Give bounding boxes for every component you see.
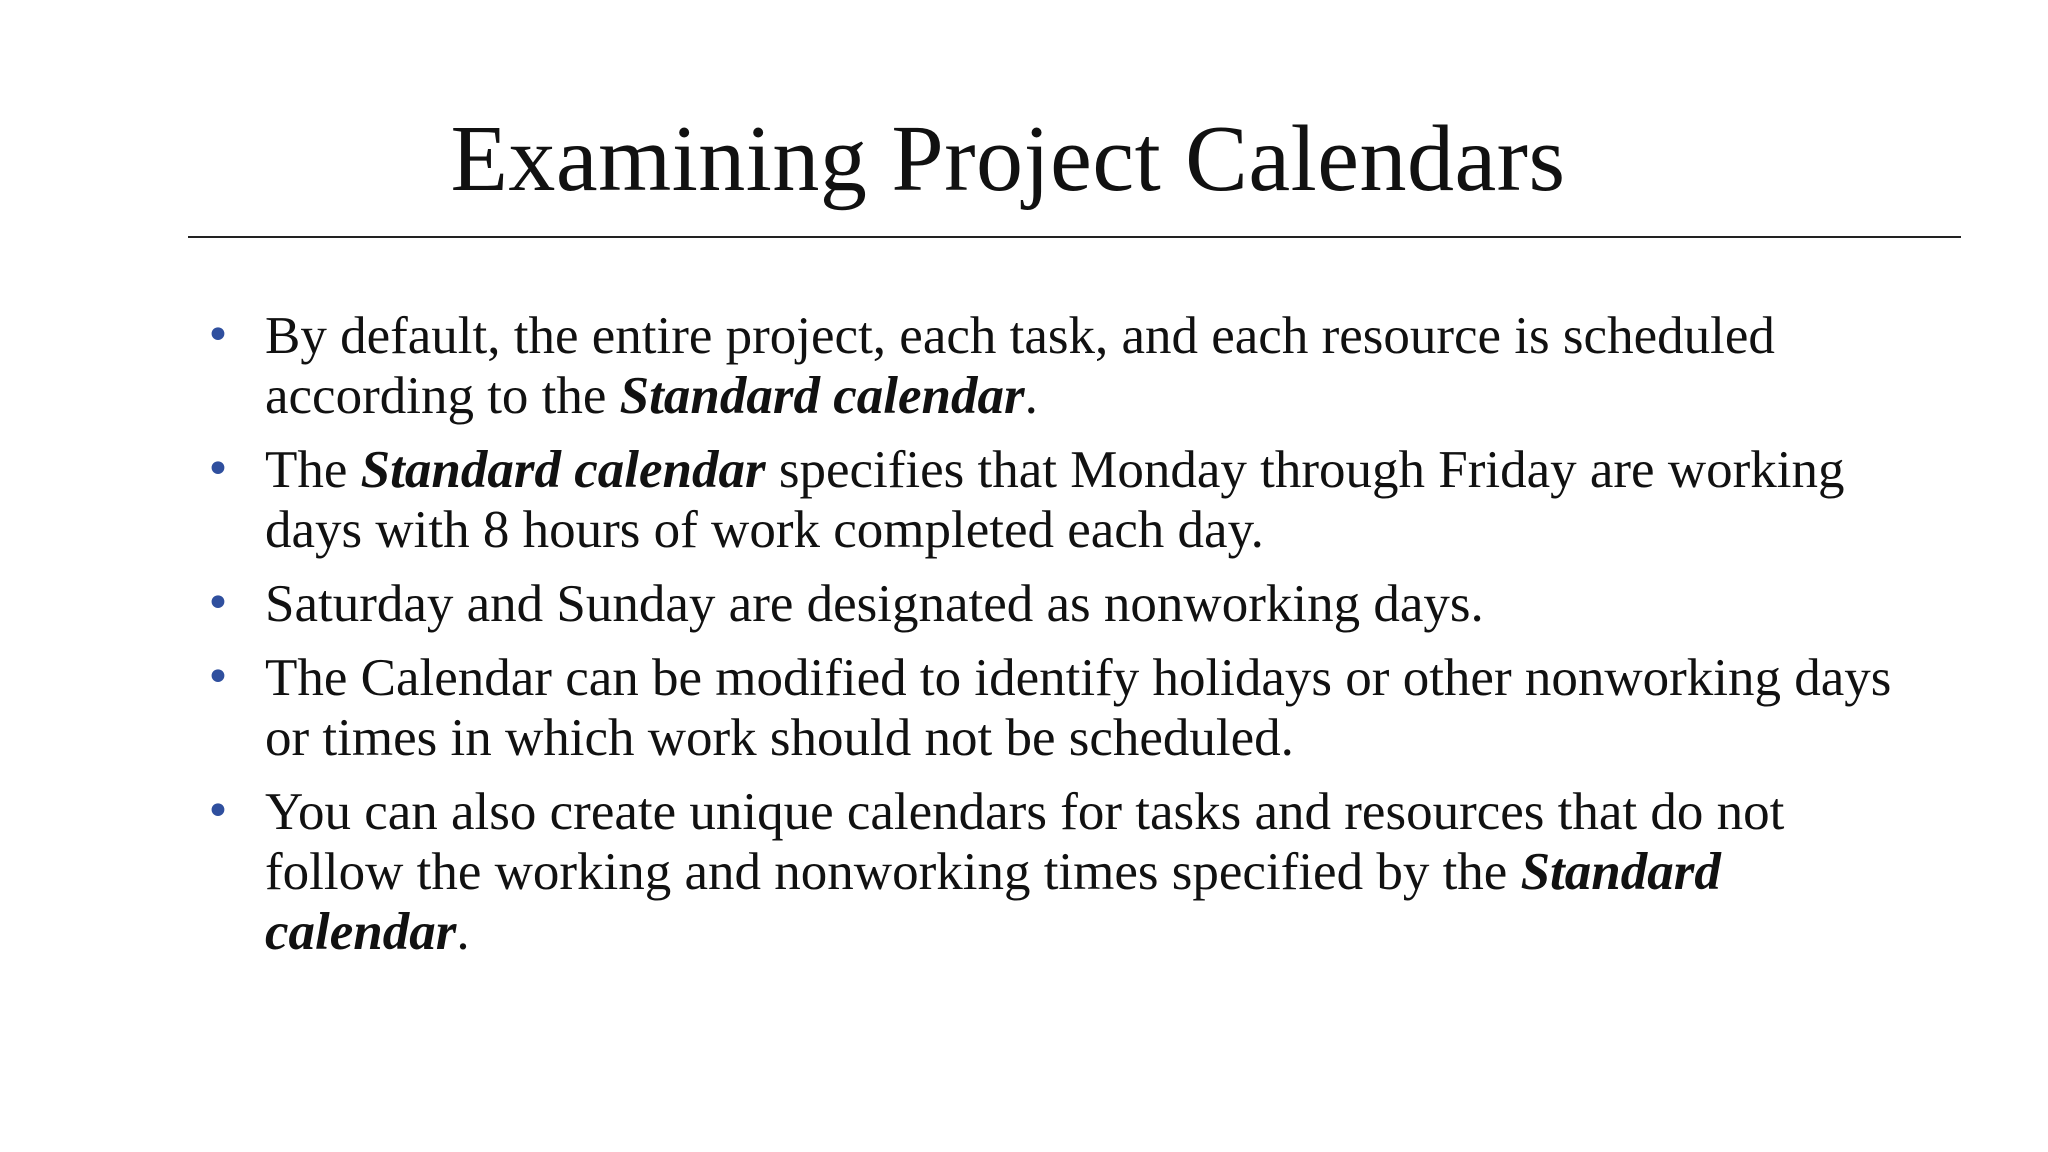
bullet-text: . (1024, 367, 1038, 425)
bullet-dot-icon: • (205, 786, 231, 837)
bullet-text: . (456, 903, 470, 961)
emphasis-text: Standard calendar (360, 441, 766, 499)
title-divider (188, 236, 1961, 238)
emphasis-text: Standard calendar (265, 843, 1721, 961)
emphasis-text: Standard calendar (619, 367, 1025, 425)
bullet-list (205, 306, 1905, 976)
bullet-item (205, 306, 1905, 426)
bullet-text: The Calendar can be modified to identify holidays or other nonworking days or times in which work should not be scheduled. (265, 649, 1892, 767)
bullet-dot-icon: • (205, 444, 231, 495)
bullet-text: By default, the entire project, each task, and each resource is scheduled according to the (265, 307, 1775, 425)
bullet-dot-icon: • (205, 578, 231, 629)
bullet-text: specifies that Monday through Friday are working days with 8 hours of work completed each day. (265, 441, 1845, 559)
bullet-dot-icon: • (205, 652, 231, 703)
bullet-dot-icon: • (205, 310, 231, 361)
bullet-item (205, 648, 1905, 768)
bullet-text: The (265, 441, 361, 499)
bullet-text: Saturday and Sunday are designated as nonworking days. (265, 575, 1484, 633)
bullet-item (205, 782, 1905, 962)
bullet-item (205, 574, 1905, 634)
slide-title: Examining Project Calendars (450, 107, 1566, 211)
bullet-item (205, 440, 1905, 560)
bullet-text: You can also create unique calendars for tasks and resources that do not follow the working and nonworking times specified by the (265, 783, 1785, 901)
